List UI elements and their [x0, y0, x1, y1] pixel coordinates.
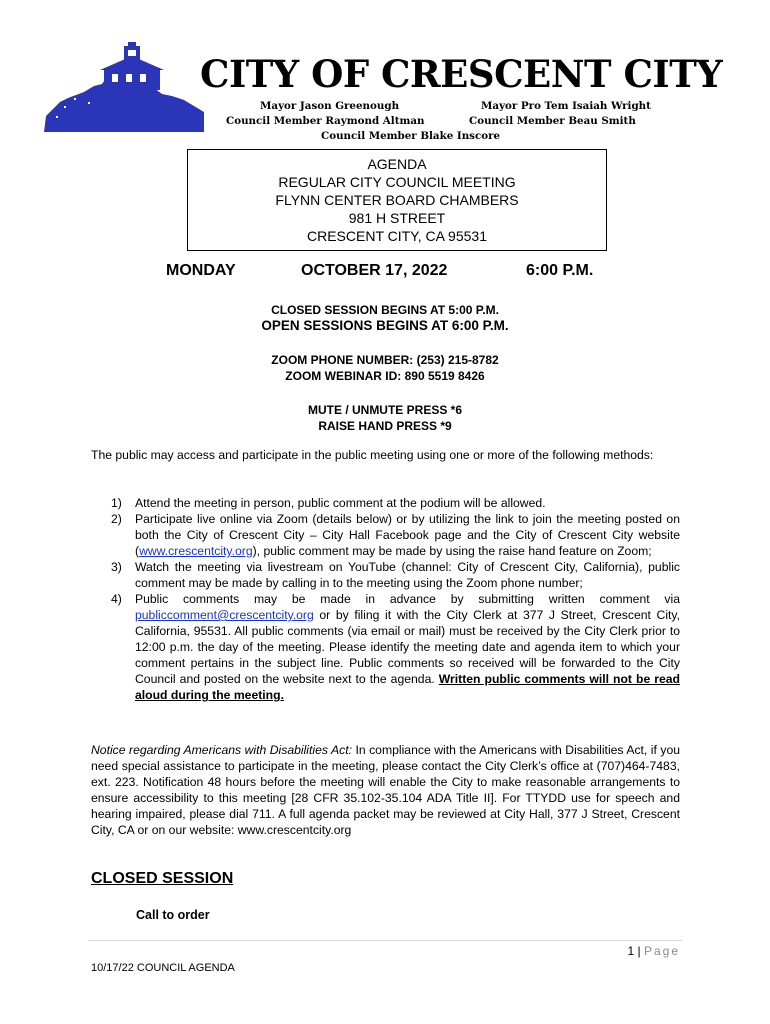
city-title: CITY OF CRESCENT CITY: [200, 52, 723, 96]
open-session-start: OPEN SESSIONS BEGINS AT 6:00 P.M.: [261, 318, 509, 333]
venue-city: CRESCENT CITY, CA 95531: [306, 228, 487, 244]
call-to-order: Call to order: [136, 908, 210, 922]
closed-session-start: CLOSED SESSION BEGINS AT 5:00 P.M.: [271, 303, 499, 317]
website-link[interactable]: www.crescentcity.org: [139, 544, 253, 558]
raise-hand-instructions: RAISE HAND PRESS *9: [318, 419, 452, 433]
meeting-time: 6:00 P.M.: [526, 262, 594, 279]
participation-methods: [91, 495, 680, 703]
venue-street: 981 H STREET: [348, 210, 446, 226]
page-number: 1 | Page: [627, 944, 680, 958]
method-item: 1) Attend the meeting in person, public comment at the podium will be allowed.: [111, 496, 546, 510]
council-member-inscore: Council Member Blake Inscore: [321, 130, 501, 142]
ada-notice-heading: Notice regarding Americans with Disabilities Act:: [91, 743, 352, 757]
method-item: 3) Watch the meeting via livestream on YouTube (channel: City of Crescent City, California), public comment may be made by calling in to the meeting using the Zoom phone number;: [111, 560, 680, 590]
ada-notice-text: In compliance with the Americans with Disabilities Act, if you need special assistance to participate in the meeting, please contact the City Clerk’s office at (707)464-7483, ext. 223. Notification 48 hours before the meeting will enable the City to make reasonable arrangements to ensure accessibility to this meeting [28 CFR 35.102-35.104 ADA Title II]. For TTYDD use for speech and hearing impaired, please dial 711. A full agenda packet may be reviewed at City Hall, 377 J Street, Crescent City, CA or on our website: www.crescentcity.org: [91, 743, 680, 837]
ada-notice: [91, 742, 680, 838]
agenda-box: [187, 149, 607, 251]
public-comment-email-link[interactable]: publiccomment@crescentcity.org: [135, 608, 314, 622]
meeting-day: MONDAY: [166, 262, 236, 279]
council-member-smith: Council Member Beau Smith: [469, 115, 636, 127]
meeting-venue: FLYNN CENTER BOARD CHAMBERS: [275, 192, 519, 208]
method-item: 4) Public comments may be made in advance by submitting written comment via publiccomment@crescentcity.org or by filing it with the City Clerk at 377 J Street, Crescent City, California, 95531. All public comments (via email or mail) must be received by the City Clerk prior to 12:00 p.m. the day of the meeting. Please identify the meeting date and agenda item to which your comment pertains in the subject line. Public comments so received will be forwarded to the City Council and posted on the website next to the agenda. Written public comments will not be read aloud during the meeting.: [111, 592, 680, 702]
method-item: 2) Participate live online via Zoom (details below) or by utilizing the link to join the meeting posted on both the City of Crescent City – City Hall Facebook page and the City of Crescent City website (www.crescentcity.org), public comment may be made by using the raise hand feature on Zoom;: [111, 512, 680, 558]
footer-divider: [88, 940, 682, 941]
lighthouse-logo-icon: [44, 42, 204, 132]
agenda-label: AGENDA: [367, 156, 427, 172]
mayor-pro-tem-name: Mayor Pro Tem Isaiah Wright: [481, 100, 651, 112]
footer-doc-label: 10/17/22 COUNCIL AGENDA: [91, 962, 235, 974]
zoom-webinar-id: ZOOM WEBINAR ID: 890 5519 8426: [285, 369, 485, 383]
closed-session-heading: CLOSED SESSION: [91, 870, 234, 887]
written-comments-notice: Written public comments will not be read aloud during the meeting.: [135, 672, 680, 702]
mayor-name: Mayor Jason Greenough: [260, 100, 400, 112]
council-member-altman: Council Member Raymond Altman: [226, 115, 425, 127]
zoom-phone: ZOOM PHONE NUMBER: (253) 215-8782: [271, 353, 499, 367]
access-intro: The public may access and participate in the public meeting using one or more of the following methods:: [91, 448, 654, 462]
meeting-date: OCTOBER 17, 2022: [301, 262, 448, 279]
mute-instructions: MUTE / UNMUTE PRESS *6: [307, 403, 463, 417]
meeting-type: REGULAR CITY COUNCIL MEETING: [278, 174, 516, 190]
